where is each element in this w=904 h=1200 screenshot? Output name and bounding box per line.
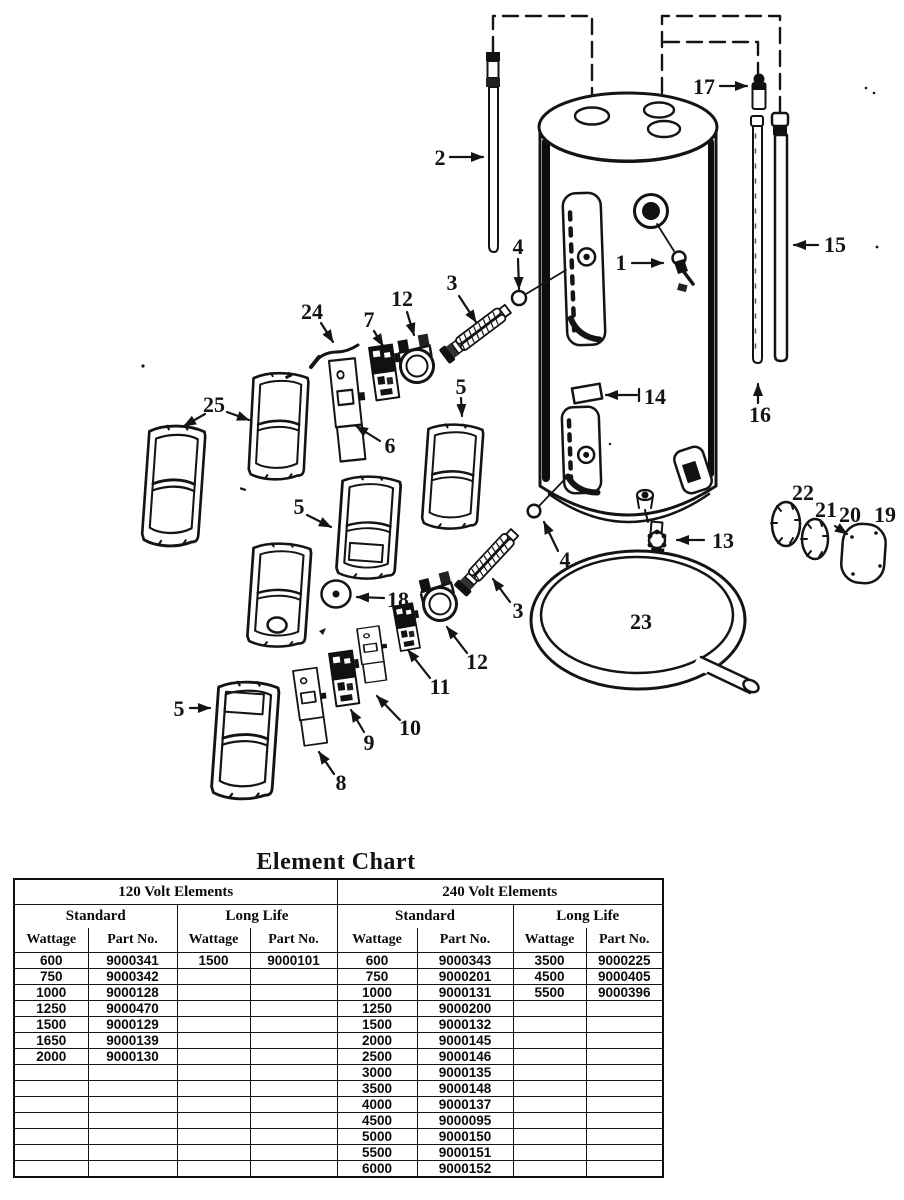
- wattage-cell: [513, 1129, 586, 1145]
- callout-15: 15: [824, 232, 846, 257]
- part-no-cell: 9000341: [88, 953, 177, 969]
- wattage-cell: 2500: [337, 1049, 417, 1065]
- part-no-cell: 9000128: [88, 985, 177, 1001]
- part-no-cell: 9000405: [586, 969, 663, 985]
- part-no-cell: [250, 1033, 337, 1049]
- wattage-cell: 1250: [14, 1001, 88, 1017]
- upper-thermostat: [368, 343, 404, 401]
- col-part-no: Part No.: [250, 928, 337, 953]
- grommet: [322, 581, 351, 608]
- switch-bracket: [357, 625, 392, 683]
- table-row: [14, 1129, 663, 1145]
- part-no-cell: 9000148: [417, 1081, 513, 1097]
- wattage-cell: 3500: [337, 1081, 417, 1097]
- access-panel: [336, 474, 401, 581]
- wattage-cell: 1650: [14, 1033, 88, 1049]
- wattage-cell: [513, 1065, 586, 1081]
- lower-thermostat: [328, 649, 364, 707]
- callout-22: 22: [792, 480, 814, 505]
- callout-11: 11: [429, 674, 451, 699]
- wattage-cell: [513, 1145, 586, 1161]
- part-no-cell: [250, 969, 337, 985]
- col-wattage: Wattage: [177, 928, 250, 953]
- callout-1: 1: [615, 250, 627, 275]
- table-row: [14, 1065, 663, 1081]
- part-no-cell: 9000095: [417, 1113, 513, 1129]
- wattage-cell: 750: [14, 969, 88, 985]
- part-no-cell: 9000137: [417, 1097, 513, 1113]
- gasket-cover-21: [801, 519, 828, 559]
- callout-25: 25: [203, 392, 225, 417]
- element-chart-title: Element Chart: [256, 849, 416, 875]
- wattage-cell: [177, 1049, 250, 1065]
- wattage-cell: [14, 1145, 88, 1161]
- col-wattage: Wattage: [513, 928, 586, 953]
- wattage-cell: 6000: [337, 1161, 417, 1178]
- element-table-body: [14, 953, 663, 1178]
- callout-13: 13: [712, 528, 734, 553]
- part-no-cell: [586, 1113, 663, 1129]
- callout-14: 14: [644, 384, 666, 409]
- table-row: [14, 1161, 663, 1178]
- wattage-cell: 750: [337, 969, 417, 985]
- heating-element-lower: [453, 526, 521, 597]
- part-no-cell: [250, 1161, 337, 1178]
- wattage-cell: [177, 1017, 250, 1033]
- part-no-cell: [250, 1145, 337, 1161]
- part-no-cell: 9000135: [417, 1065, 513, 1081]
- table-row: [14, 1017, 663, 1033]
- table-row: [14, 1097, 663, 1113]
- wattage-cell: 5500: [513, 985, 586, 1001]
- wattage-cell: [14, 1113, 88, 1129]
- part-no-cell: 9000200: [417, 1001, 513, 1017]
- tp-valve-opening: [635, 195, 668, 228]
- callout-3-upper: 3: [446, 270, 458, 295]
- wattage-cell: [14, 1129, 88, 1145]
- part-no-cell: [250, 1017, 337, 1033]
- part-no-cell: 9000343: [417, 953, 513, 969]
- part-no-cell: 9000342: [88, 969, 177, 985]
- heating-element-upper: [439, 302, 514, 365]
- callout-5-center: 5: [293, 494, 305, 519]
- part-no-cell: [586, 1145, 663, 1161]
- part-no-cell: [88, 1129, 177, 1145]
- element-flange-lower: [417, 571, 460, 624]
- part-no-cell: 9000146: [417, 1049, 513, 1065]
- access-panel: [141, 423, 205, 548]
- table-row: [14, 1081, 663, 1097]
- wattage-cell: 600: [337, 953, 417, 969]
- wattage-cell: 2000: [14, 1049, 88, 1065]
- wattage-cell: 1000: [14, 985, 88, 1001]
- dip-tube-fitting: [753, 74, 766, 110]
- access-panel: [211, 679, 280, 801]
- dip-tube: [751, 116, 763, 363]
- table-row: [14, 1113, 663, 1129]
- wattage-cell: 1000: [337, 985, 417, 1001]
- wattage-cell: 4000: [337, 1097, 417, 1113]
- part-no-cell: [88, 1113, 177, 1129]
- part-no-cell: [586, 1161, 663, 1178]
- wattage-cell: [14, 1097, 88, 1113]
- part-no-cell: [250, 1129, 337, 1145]
- wattage-cell: [513, 1001, 586, 1017]
- callout-20: 20: [839, 502, 861, 527]
- part-no-cell: 9000139: [88, 1033, 177, 1049]
- part-no-cell: [250, 1001, 337, 1017]
- part-no-cell: [586, 1001, 663, 1017]
- wattage-cell: [513, 1097, 586, 1113]
- element-flange-upper: [396, 334, 437, 386]
- callout-16: 16: [749, 402, 771, 427]
- callout-9: 9: [363, 730, 375, 755]
- wattage-cell: [14, 1081, 88, 1097]
- table-row: [14, 1145, 663, 1161]
- wattage-cell: 600: [14, 953, 88, 969]
- wattage-cell: [177, 1129, 250, 1145]
- gasket-cover-22: [771, 502, 800, 546]
- callout-2: 2: [434, 145, 446, 170]
- subgroup-standard-120: Standard: [14, 905, 177, 929]
- part-no-cell: [88, 1145, 177, 1161]
- subgroup-row: [14, 905, 663, 929]
- part-no-cell: [250, 1081, 337, 1097]
- wattage-cell: [177, 1097, 250, 1113]
- part-no-cell: [586, 1065, 663, 1081]
- wattage-cell: 2000: [337, 1033, 417, 1049]
- column-header-row: [14, 928, 663, 953]
- wattage-cell: 3500: [513, 953, 586, 969]
- col-part-no: Part No.: [586, 928, 663, 953]
- access-panel: [422, 422, 484, 530]
- lower-element-recess: [562, 406, 602, 493]
- part-no-cell: 9000130: [88, 1049, 177, 1065]
- part-no-cell: [586, 1097, 663, 1113]
- callout-12-lower: 12: [466, 649, 488, 674]
- part-no-cell: [586, 1049, 663, 1065]
- part-no-cell: [586, 1129, 663, 1145]
- tank: [539, 93, 717, 522]
- wattage-cell: [177, 1161, 250, 1178]
- part-no-cell: [586, 1033, 663, 1049]
- wattage-cell: [177, 1113, 250, 1129]
- part-no-cell: 9000470: [88, 1001, 177, 1017]
- part-no-cell: [250, 1049, 337, 1065]
- callout-12-upper: 12: [391, 286, 413, 311]
- anode-outlet-tube: [772, 113, 788, 361]
- table-row: [14, 985, 663, 1001]
- wattage-cell: [14, 1065, 88, 1081]
- table-row: [14, 953, 663, 969]
- wattage-cell: 5000: [337, 1129, 417, 1145]
- wattage-cell: 1500: [337, 1017, 417, 1033]
- callout-5-bottom: 5: [173, 696, 185, 721]
- callout-8: 8: [335, 770, 347, 795]
- part-no-cell: [586, 1081, 663, 1097]
- part-no-cell: [250, 1065, 337, 1081]
- wattage-cell: [177, 1001, 250, 1017]
- part-no-cell: 9000132: [417, 1017, 513, 1033]
- table-row: [14, 1049, 663, 1065]
- callout-5-right: 5: [455, 374, 467, 399]
- part-no-cell: 9000201: [417, 969, 513, 985]
- col-part-no: Part No.: [417, 928, 513, 953]
- part-no-cell: [88, 1097, 177, 1113]
- callout-7: 7: [363, 307, 375, 332]
- wattage-cell: 4500: [337, 1113, 417, 1129]
- upper-element-recess: [562, 192, 605, 345]
- wattage-cell: [177, 985, 250, 1001]
- wattage-cell: 4500: [513, 969, 586, 985]
- gasket-cover-19: [840, 523, 887, 585]
- wattage-cell: 3000: [337, 1065, 417, 1081]
- callout-4-lower: 4: [559, 547, 571, 572]
- part-no-cell: 9000152: [417, 1161, 513, 1178]
- wattage-cell: [513, 1113, 586, 1129]
- col-part-no: Part No.: [88, 928, 177, 953]
- callout-10: 10: [399, 715, 421, 740]
- thermostat-bracket-upper: [329, 358, 371, 462]
- table-row: [14, 1001, 663, 1017]
- part-no-cell: [88, 1065, 177, 1081]
- part-no-cell: [250, 985, 337, 1001]
- wattage-cell: [177, 1033, 250, 1049]
- wattage-cell: [14, 1161, 88, 1178]
- subgroup-longlife-120: Long Life: [177, 905, 337, 929]
- wattage-cell: 1500: [14, 1017, 88, 1033]
- callout-21: 21: [815, 497, 837, 522]
- col-wattage: Wattage: [14, 928, 88, 953]
- part-no-cell: [250, 1113, 337, 1129]
- wattage-cell: [177, 1065, 250, 1081]
- part-no-cell: 9000396: [586, 985, 663, 1001]
- wattage-cell: [177, 1145, 250, 1161]
- part-no-cell: 9000101: [250, 953, 337, 969]
- part-no-cell: 9000151: [417, 1145, 513, 1161]
- wattage-cell: 1250: [337, 1001, 417, 1017]
- anode-rod: [486, 52, 500, 252]
- callout-4-upper: 4: [512, 234, 524, 259]
- part-no-cell: 9000129: [88, 1017, 177, 1033]
- access-panel: [248, 371, 309, 481]
- part-no-cell: 9000131: [417, 985, 513, 1001]
- callout-6: 6: [384, 433, 396, 458]
- wattage-cell: 5500: [337, 1145, 417, 1161]
- part-no-cell: [88, 1161, 177, 1178]
- table-row: [14, 1033, 663, 1049]
- wattage-cell: [513, 1033, 586, 1049]
- thermostat-bracket-lower: [293, 667, 333, 746]
- wattage-cell: [177, 969, 250, 985]
- part-no-cell: 9000145: [417, 1033, 513, 1049]
- part-no-cell: [586, 1017, 663, 1033]
- callout-23: 23: [630, 609, 652, 634]
- callout-3-lower: 3: [512, 598, 524, 623]
- part-no-cell: 9000150: [417, 1129, 513, 1145]
- wattage-cell: [513, 1081, 586, 1097]
- group-120v: 120 Volt Elements: [14, 879, 337, 905]
- wattage-cell: 1500: [177, 953, 250, 969]
- callout-19: 19: [874, 502, 896, 527]
- subgroup-standard-240: Standard: [337, 905, 513, 929]
- part-no-cell: [88, 1081, 177, 1097]
- callout-24: 24: [301, 299, 323, 324]
- voltage-group-row: [14, 879, 663, 905]
- callout-17: 17: [693, 74, 715, 99]
- rating-plate: [572, 384, 602, 404]
- callout-18: 18: [387, 587, 409, 612]
- group-240v: 240 Volt Elements: [337, 879, 663, 905]
- table-row: [14, 969, 663, 985]
- col-wattage: Wattage: [337, 928, 417, 953]
- access-panel-with-hole: [247, 541, 312, 649]
- wattage-cell: [513, 1161, 586, 1178]
- part-no-cell: 9000225: [586, 953, 663, 969]
- subgroup-longlife-240: Long Life: [513, 905, 663, 929]
- wattage-cell: [513, 1017, 586, 1033]
- part-no-cell: [250, 1097, 337, 1113]
- wattage-cell: [177, 1081, 250, 1097]
- wattage-cell: [513, 1049, 586, 1065]
- element-chart-table: [13, 878, 664, 1178]
